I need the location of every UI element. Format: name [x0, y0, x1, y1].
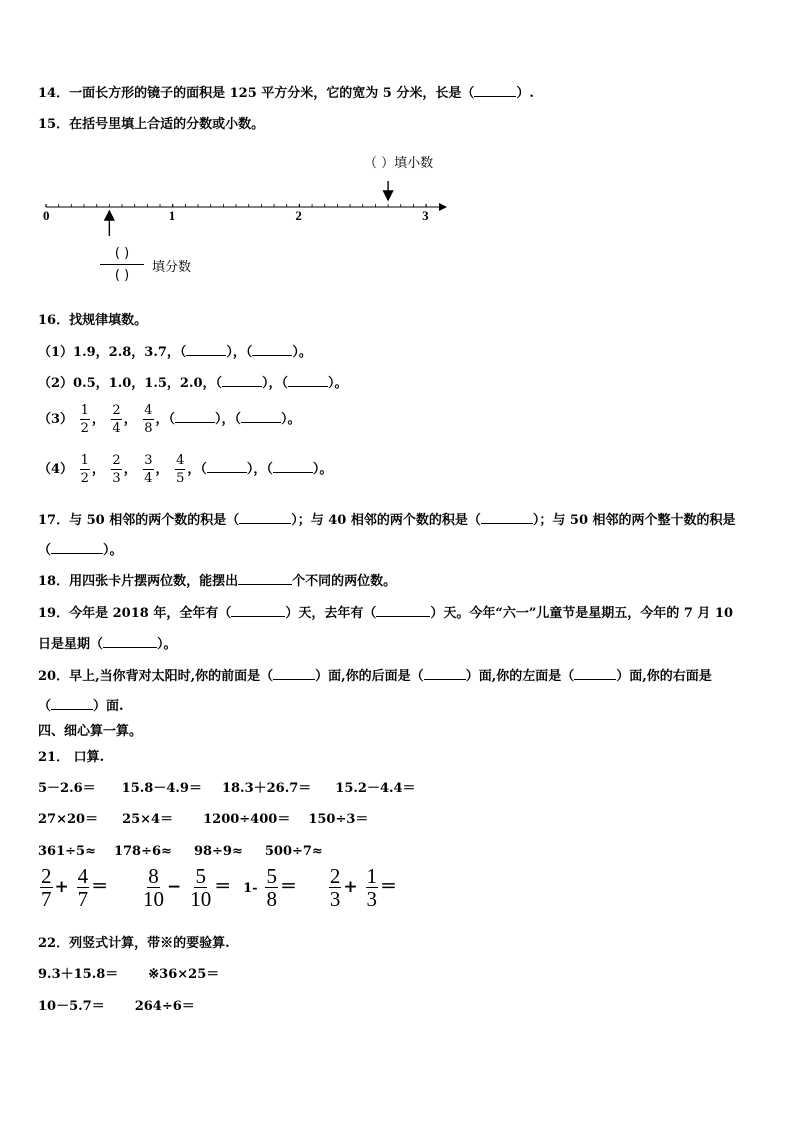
fraction: $\frac{3}{4}$	[144, 453, 153, 486]
section-4-heading: 四、细心算一算。	[38, 724, 143, 739]
answer-blank[interactable]	[424, 666, 466, 680]
tick-label: 0	[43, 208, 50, 223]
question-16-row2: （2）0.5，1.0，1.5，2.0，（ ），（ ）。	[38, 373, 348, 393]
tick-label: 2	[295, 208, 302, 223]
answer-blank[interactable]	[51, 696, 93, 710]
written-calc-row2: 10－5.7＝ 264÷6＝	[38, 999, 195, 1014]
number-line-figure	[38, 148, 468, 293]
question-16-title: 16．找规律填数。	[38, 313, 148, 328]
answer-blank[interactable]	[103, 634, 157, 648]
answer-blank[interactable]	[231, 603, 285, 617]
question-17-line1: 17．与 50 相邻的两个数的积是（ ）；与 40 相邻的两个数的积是（ ）；与 50 相邻的两个整十数的积是	[38, 510, 736, 530]
question-20-line2: （ ）面.	[38, 696, 124, 716]
fraction-label: 填分数	[152, 260, 192, 275]
question-17-line2: （ ）。	[38, 540, 123, 560]
mental-math-row4: $\frac{2}{7}$ + $\frac{4}{7}$ ＝ $\frac{8}{10}$ − $\frac{5}{10}$ ＝ 1- $\frac{5}{8}$ ＝ $\frac{2}{3}$ + $\frac{1}{3}$ ＝	[41, 864, 397, 911]
fraction: $\frac{1}{2}$	[80, 453, 89, 486]
fraction-blank[interactable]	[100, 244, 144, 287]
fraction: $\frac{2}{7}$	[41, 864, 52, 911]
question-16-row3: （3） $\frac{1}{2}$ ， $\frac{2}{4}$ ， $\frac{4}{8}$ ，（ ），（ ）。	[38, 403, 301, 436]
answer-blank[interactable]	[239, 510, 291, 524]
tick-label: 3	[422, 208, 429, 223]
fraction: $\frac{4}{7}$	[77, 864, 89, 911]
fraction: $\frac{2}{3}$	[329, 864, 341, 911]
answer-blank[interactable]	[175, 409, 215, 423]
answer-blank[interactable]	[241, 409, 281, 423]
answer-blank[interactable]	[238, 571, 292, 585]
answer-blank[interactable]	[222, 373, 262, 387]
answer-blank[interactable]	[252, 342, 292, 356]
fraction: $\frac{1}{3}$	[366, 864, 377, 911]
tick-label-group	[43, 208, 429, 223]
fraction: $\frac{4}{5}$	[176, 453, 185, 486]
denominator-paren: ( )	[114, 268, 130, 283]
answer-blank[interactable]	[474, 83, 516, 97]
question-21-title: 21． 口算.	[38, 750, 105, 765]
question-19-line2: 日是星期（ ）。	[38, 634, 177, 654]
mental-math-row3: 361÷5≈ 178÷6≈ 98÷9≈ 500÷7≈	[38, 844, 323, 859]
fraction: $\frac{5}{8}$	[266, 864, 277, 911]
mental-math-row2: 27×20＝ 25×4＝ 1200÷400＝ 150÷3＝	[38, 812, 369, 827]
answer-blank[interactable]	[207, 459, 247, 473]
fraction: $\frac{8}{10}$	[143, 864, 165, 911]
fraction: $\frac{2}{4}$	[112, 403, 121, 436]
answer-blank[interactable]	[481, 510, 533, 524]
fraction: $\frac{4}{8}$	[144, 403, 153, 436]
mental-math-row1: 5－2.6＝ 15.8－4.9＝ 18.3＋26.7＝ 15.2－4.4＝	[38, 781, 416, 796]
fraction: $\frac{5}{10}$	[190, 864, 212, 911]
question-19-line1: 19．今年是 2018 年，全年有（ ）天，去年有（ ）天。今年“六一”儿童节是星期五，今年的 7 月 10	[38, 603, 733, 623]
answer-blank[interactable]	[574, 666, 616, 680]
question-20-line1: 20．早上,当你背对太阳时,你的前面是（ ）面,你的后面是（ ）面,你的左面是（ ）面,你的右面是	[38, 666, 712, 686]
answer-blank[interactable]	[273, 666, 315, 680]
numerator-paren: ( )	[100, 244, 144, 265]
decimal-label: （ ）填小数	[364, 156, 434, 171]
written-calc-row1: 9.3＋15.8＝ ※36×25＝	[38, 967, 220, 982]
answer-blank[interactable]	[288, 373, 328, 387]
answer-blank[interactable]	[376, 603, 430, 617]
question-22-title: 22．列竖式计算，带※的要验算.	[38, 936, 230, 951]
answer-blank[interactable]	[51, 540, 103, 554]
question-16-row1: （1）1.9，2.8，3.7，（ ），（ ）。	[38, 342, 312, 362]
fraction: $\frac{1}{2}$	[80, 403, 89, 436]
question-15: 15．在括号里填上合适的分数或小数。	[38, 117, 265, 132]
answer-blank[interactable]	[273, 459, 313, 473]
fraction: $\frac{2}{3}$	[112, 453, 121, 486]
question-18: 18．用四张卡片摆两位数，能摆出 个不同的两位数。	[38, 571, 396, 591]
tick-label: 1	[168, 208, 176, 223]
question-16-row4: （4） $\frac{1}{2}$ ， $\frac{2}{3}$ ， $\frac{3}{4}$ ， $\frac{4}{5}$ ，（ ），（ ）。	[38, 453, 333, 486]
question-14: 14．一面长方形的镜子的面积是 125 平方分米，它的宽为 5 分米，长是（ ）.	[38, 83, 534, 103]
answer-blank[interactable]	[186, 342, 226, 356]
